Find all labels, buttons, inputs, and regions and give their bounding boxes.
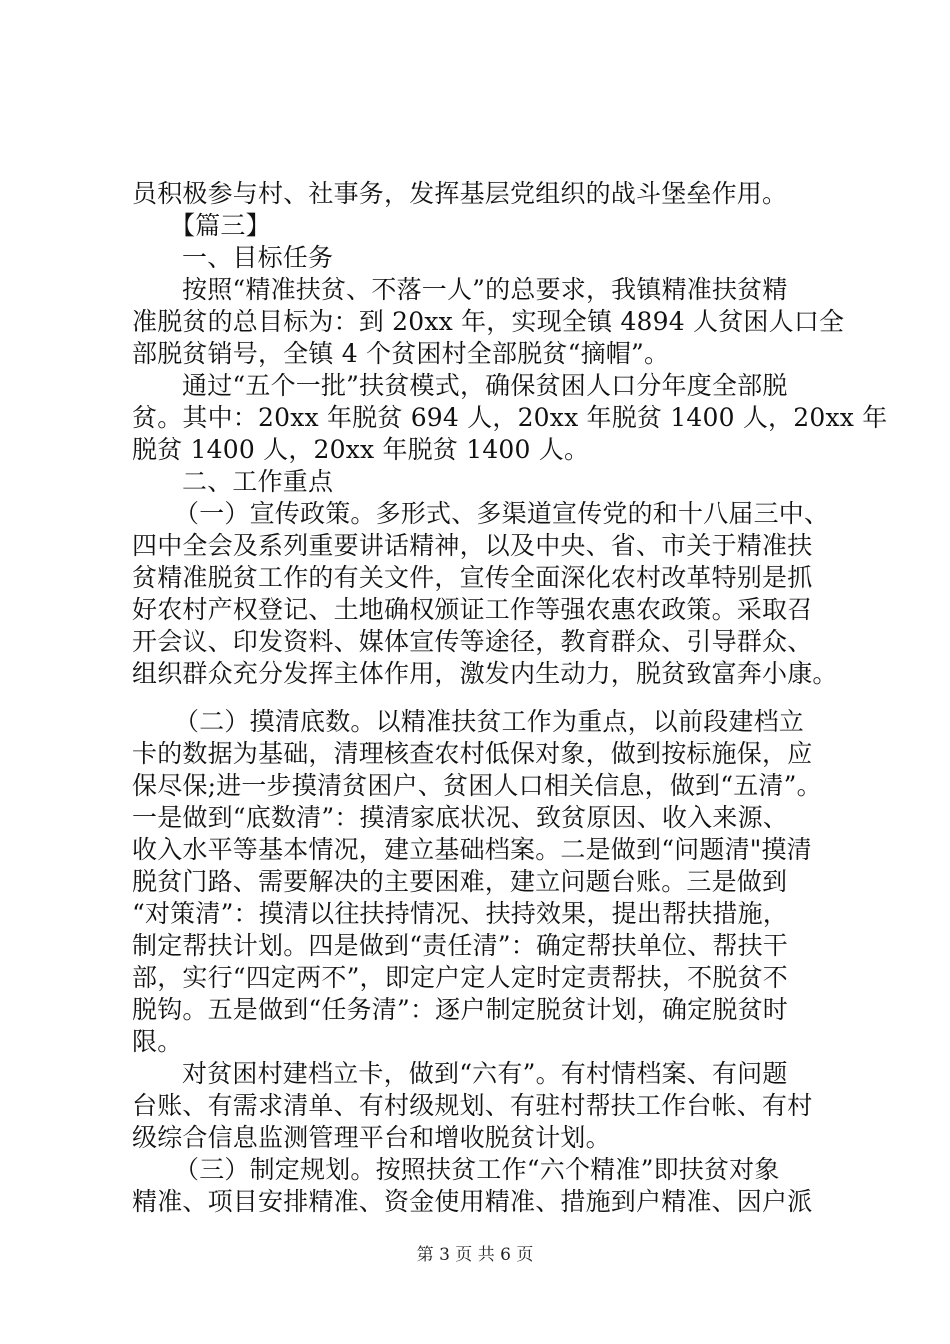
- text-line: 一是做到“底数清”：摸清家底状况、致贫原因、收入来源、: [132, 803, 788, 832]
- text-line: 开会议、印发资料、媒体宣传等途径，教育群众、引导群众、: [132, 627, 813, 656]
- text-line: 组织群众充分发挥主体作用，激发内生动力，脱贫致富奔小康。: [132, 659, 838, 688]
- text-line: （二）摸清底数。以精准扶贫工作为重点，以前段建档立: [174, 707, 805, 736]
- section-heading: 二、工作重点: [182, 467, 334, 496]
- text-line: 卡的数据为基础，清理核查农村低保对象，做到按标施保，应: [132, 739, 813, 768]
- text-line: 保尽保;进一步摸清贫困户、贫困人口相关信息，做到“五清”。: [132, 771, 822, 800]
- text-line: 台账、有需求清单、有村级规划、有驻村帮扶工作台帐、有村: [132, 1091, 813, 1120]
- section-heading: 【篇三】: [170, 211, 271, 240]
- text-line: （一）宣传政策。多形式、多渠道宣传党的和十八届三中、: [174, 499, 830, 528]
- text-line: 制定帮扶计划。四是做到“责任清”：确定帮扶单位、帮扶干: [132, 931, 788, 960]
- text-line: 好农村产权登记、土地确权颁证工作等强农惠农政策。采取召: [132, 595, 813, 624]
- text-line: 级综合信息监测管理平台和增收脱贫计划。: [132, 1123, 611, 1152]
- text-line: 精准、项目安排精准、资金使用精准、措施到户精准、因户派: [132, 1187, 813, 1216]
- text-line: 员积极参与村、社事务，发挥基层党组织的战斗堡垒作用。: [132, 179, 788, 208]
- text-line: 四中全会及系列重要讲话精神，以及中央、省、市关于精准扶: [132, 531, 813, 560]
- text-line: 脱钩。五是做到“任务清”：逐户制定脱贫计划，确定脱贫时: [132, 995, 788, 1024]
- text-line: 贫精准脱贫工作的有关文件，宣传全面深化农村改革特别是抓: [132, 563, 813, 592]
- text-line: 部脱贫销号，全镇 4 个贫困村全部脱贫“摘帽”。: [132, 339, 670, 368]
- text-line: 对贫困村建档立卡，做到“六有”。有村情档案、有问题: [182, 1059, 788, 1088]
- text-line: 按照“精准扶贫、不落一人”的总要求，我镇精准扶贫精: [182, 275, 788, 304]
- text-line: 贫。其中：20xx 年脱贫 694 人，20xx 年脱贫 1400 人，20xx 年: [132, 403, 888, 432]
- text-line: 部，实行“四定两不”，即定户定人定时定责帮扶，不脱贫不: [132, 963, 788, 992]
- text-line: 脱贫 1400 人，20xx 年脱贫 1400 人。: [132, 435, 590, 464]
- text-line: 脱贫门路、需要解决的主要困难，建立问题台账。三是做到: [132, 867, 788, 896]
- text-line: 通过“五个一批”扶贫模式，确保贫困人口分年度全部脱: [182, 371, 788, 400]
- page-number-footer: 第 3 页 共 6 页: [416, 1245, 534, 1265]
- text-line: 准脱贫的总目标为：到 20xx 年，实现全镇 4894 人贫困人口全: [132, 307, 845, 336]
- text-line: “对策清”：摸清以往扶持情况、扶持效果，提出帮扶措施，: [132, 899, 788, 928]
- section-heading: 一、目标任务: [182, 243, 334, 272]
- text-line: （三）制定规划。按照扶贫工作“六个精准”即扶贫对象: [174, 1155, 780, 1184]
- text-line: 收入水平等基本情况，建立基础档案。二是做到“问题清"摸清: [132, 835, 812, 864]
- text-line: 限。: [132, 1027, 183, 1056]
